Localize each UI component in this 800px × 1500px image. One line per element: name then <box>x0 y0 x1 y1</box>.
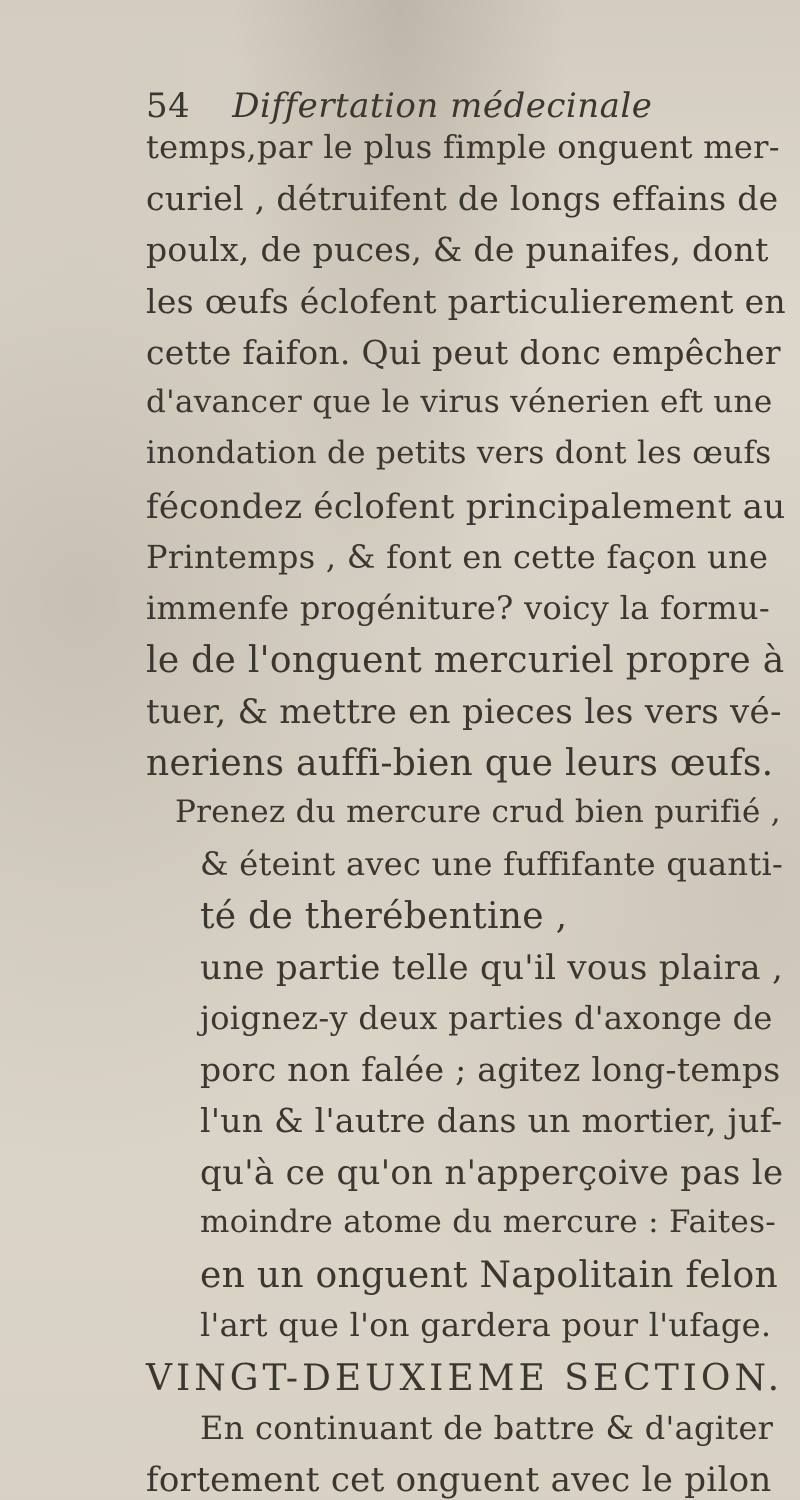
text-line: le de l'onguent mercuriel propre à <box>146 640 785 681</box>
text-line: En continuant de battre & d'agiter <box>200 1409 774 1447</box>
recipe-line: moindre atome du mercure : Faites- <box>200 1204 777 1240</box>
recipe-line: l'art que l'on gardera pour l'ufage. <box>200 1306 772 1344</box>
text-line: cette faifon. Qui peut donc empêcher <box>146 333 781 372</box>
text-line: neriens auffi-bien que leurs œufs. <box>146 743 774 784</box>
text-line: fortement cet onguent avec le pilon <box>146 1460 772 1500</box>
recipe-line: joignez-y deux parties d'axonge de <box>200 999 773 1037</box>
text-line: Printemps , & font en cette façon une <box>146 538 769 576</box>
text-line: d'avancer que le virus vénerien eft une <box>146 384 773 420</box>
running-title: Differtation médecinale <box>232 86 653 126</box>
text-line: immenfe progéniture? voicy la formu- <box>146 589 770 627</box>
text-line: fécondez éclofent principalement au <box>146 487 786 527</box>
page-number: 54 <box>146 86 191 126</box>
recipe-line: une partie telle qu'il vous plaira , <box>200 948 784 988</box>
text-line: curiel , détruifent de longs effains de <box>146 179 779 218</box>
recipe-line: en un onguent Napolitain felon <box>200 1255 779 1296</box>
recipe-line: porc non falée ; agitez long-temps <box>200 1050 781 1089</box>
recipe-line: té de therébentine , <box>200 896 568 937</box>
recipe-line: Prenez du mercure crud bien purifié , <box>175 794 781 830</box>
text-line: les œufs éclofent particulierement en <box>146 282 786 321</box>
text-line: tuer, & mettre en pieces les vers vé- <box>146 692 782 732</box>
text-line: temps,par le plus fimple onguent mer- <box>146 128 780 166</box>
text-line: poulx, de puces, & de punaifes, dont <box>146 230 769 269</box>
section-heading: VINGT-DEUXIEME SECTION. <box>146 1358 784 1399</box>
recipe-line: & éteint avec une fuffifante quanti- <box>200 845 784 883</box>
text-line: inondation de petits vers dont les œufs <box>146 435 772 471</box>
recipe-line: qu'à ce qu'on n'apperçoive pas le <box>200 1153 784 1193</box>
running-header <box>146 86 652 126</box>
recipe-line: l'un & l'autre dans un mortier, juf- <box>200 1101 783 1140</box>
